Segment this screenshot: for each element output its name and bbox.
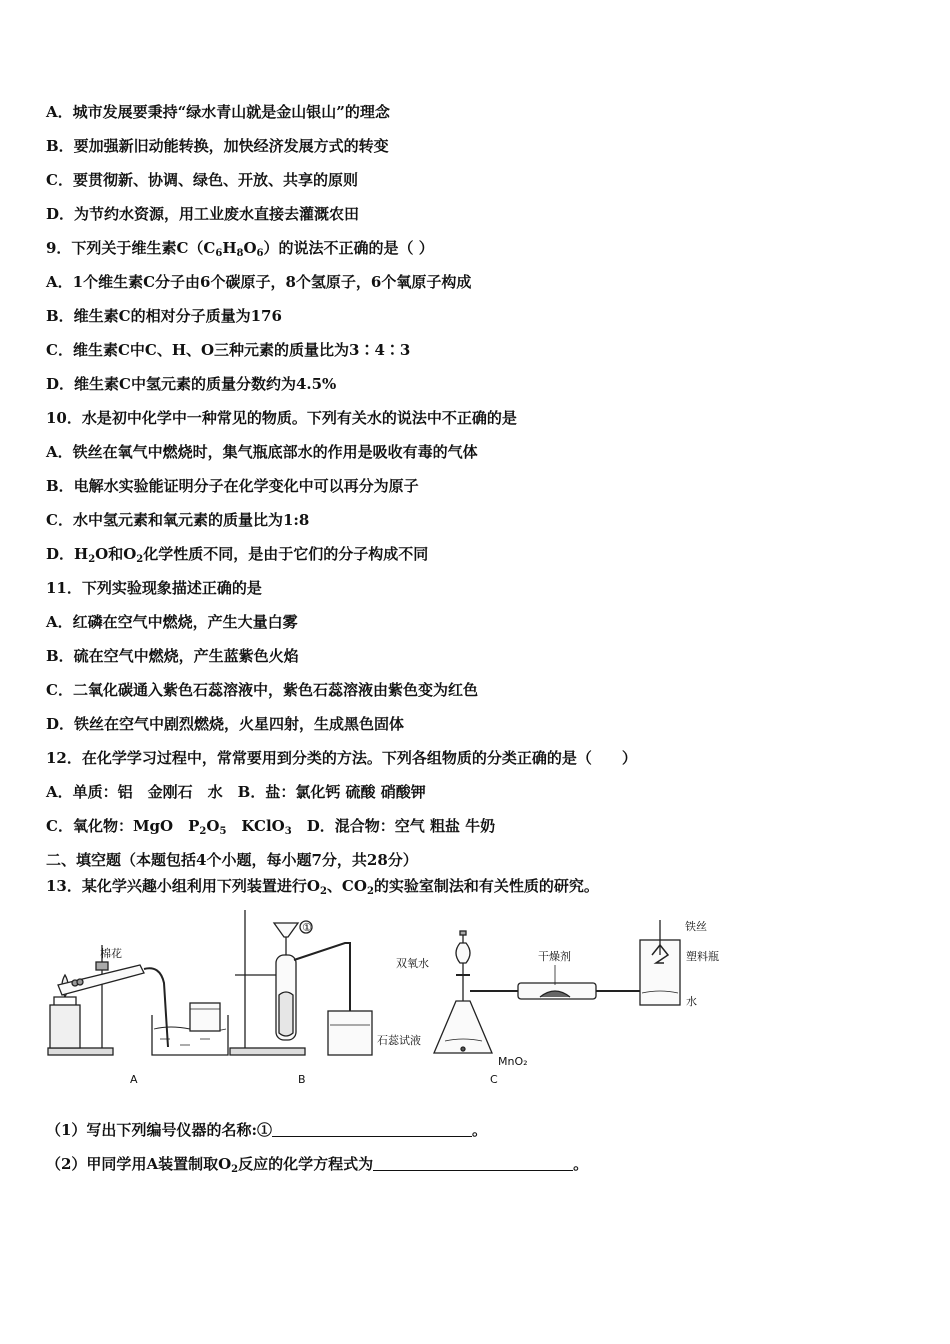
clamp-a bbox=[96, 962, 108, 970]
label-circle-1: ① bbox=[302, 921, 312, 934]
label-h2o2: 双氧水 bbox=[396, 957, 429, 970]
alcohol-lamp-top bbox=[54, 997, 76, 1005]
alcohol-lamp-base bbox=[50, 1005, 80, 1048]
label-b: B bbox=[298, 1073, 306, 1086]
apparatus-a bbox=[48, 945, 228, 1086]
stand-base-a bbox=[48, 1048, 113, 1055]
stand-base-b bbox=[230, 1048, 305, 1055]
delivery-tube-a bbox=[144, 968, 168, 1047]
answer-blank-2[interactable] bbox=[373, 1154, 573, 1171]
label-plastic-bottle: 塑料瓶 bbox=[686, 950, 719, 963]
q13-part2: （2）甲同学用A装置制取$O_2$反应的化学方程式为 。 bbox=[46, 1155, 589, 1175]
q8-option-c: C．要贯彻新、协调、绿色、开放、共享的原则 bbox=[46, 171, 358, 189]
label-cotton: 棉花 bbox=[100, 947, 122, 960]
apparatus-b bbox=[230, 910, 421, 1086]
q13-stem: 13．某化学兴趣小组利用下列装置进行$O_2$、$CO_2$的实验室制法和有关性质的研究。 bbox=[46, 877, 599, 897]
gas-jar-a bbox=[190, 1003, 220, 1031]
q9-option-c: C．维生素C中C、H、O三种元素的质量比为3∶4∶3 bbox=[46, 341, 411, 359]
label-mno2: MnO₂ bbox=[498, 1055, 528, 1068]
q11-stem: 11．下列实验现象描述正确的是 bbox=[46, 579, 262, 597]
q10-option-d: D．$H_2O$和$O_2$化学性质不同，是由于它们的分子构成不同 bbox=[46, 545, 429, 565]
q10-stem: 10．水是初中化学中一种常见的物质。下列有关水的说法中不正确的是 bbox=[46, 409, 517, 427]
q9-option-b: B．维生素C的相对分子质量为176 bbox=[46, 307, 282, 325]
q8-option-a: A．城市发展要秉持“绿水青山就是金山银山”的理念 bbox=[46, 103, 390, 121]
q12-stem: 12．在化学学习过程中，常常要用到分类的方法。下列各组物质的分类正确的是（ ） bbox=[46, 749, 637, 767]
q11-option-d: D．铁丝在空气中剧烈燃烧，火星四射，生成黑色固体 bbox=[46, 715, 405, 733]
beaker bbox=[328, 1011, 372, 1055]
q12-options-ab: A．单质：铝 金刚石 水 B．盐：氯化钙 硫酸 硝酸钾 bbox=[46, 783, 426, 801]
label-litmus: 石蕊试液 bbox=[377, 1034, 421, 1047]
label-a: A bbox=[130, 1073, 138, 1086]
q8-option-d: D．为节约水资源，用工业废水直接去灌溉农田 bbox=[46, 205, 360, 223]
label-water: 水 bbox=[686, 995, 697, 1008]
q12-options-cd: C．氧化物：MgO $P_2O_5$ KClO$_3$ D．混合物：空气 粗盐 牛奶 bbox=[46, 817, 496, 837]
q11-option-a: A．红磷在空气中燃烧，产生大量白雾 bbox=[46, 613, 298, 631]
label-c: C bbox=[490, 1073, 498, 1086]
q10-option-b: B．电解水实验能证明分子在化学变化中可以再分为原子 bbox=[46, 477, 419, 495]
separatory-funnel bbox=[456, 943, 470, 963]
answer-blank-1[interactable] bbox=[272, 1120, 472, 1137]
q11-option-c: C．二氧化碳通入紫色石蕊溶液中，紫色石蕊溶液由紫色变为红色 bbox=[46, 681, 478, 699]
q10-option-c: C．水中氢元素和氧元素的质量比为1:8 bbox=[46, 511, 310, 529]
q9-option-d: D．维生素C中氢元素的质量分数约为4.5% bbox=[46, 375, 337, 393]
q10-option-a: A．铁丝在氧气中燃烧时，集气瓶底部水的作用是吸收有毒的气体 bbox=[46, 443, 478, 461]
q13-part1: （1）写出下列编号仪器的名称:① 。 bbox=[46, 1121, 487, 1139]
q9-option-a: A．1个维生素C分子由6个碳原子，8个氢原子，6个氧原子构成 bbox=[46, 273, 472, 291]
apparatus-figure bbox=[40, 905, 720, 1090]
conical-flask bbox=[434, 1001, 492, 1053]
section-title: 二、填空题（本题包括4个小题，每小题7分，共28分） bbox=[46, 851, 418, 869]
label-iron-wire: 铁丝 bbox=[685, 920, 707, 933]
long-neck-funnel bbox=[274, 923, 298, 937]
q8-option-b: B．要加强新旧动能转换，加快经济发展方式的转变 bbox=[46, 137, 389, 155]
q11-option-b: B．硫在空气中燃烧，产生蓝紫色火焰 bbox=[46, 647, 299, 665]
label-desiccant: 干燥剂 bbox=[538, 950, 571, 963]
q9-stem: 9．下列关于维生素$C(C_6H_8O_6)$的说法不正确的是（ ） bbox=[46, 239, 434, 259]
apparatus-c bbox=[396, 919, 719, 1086]
